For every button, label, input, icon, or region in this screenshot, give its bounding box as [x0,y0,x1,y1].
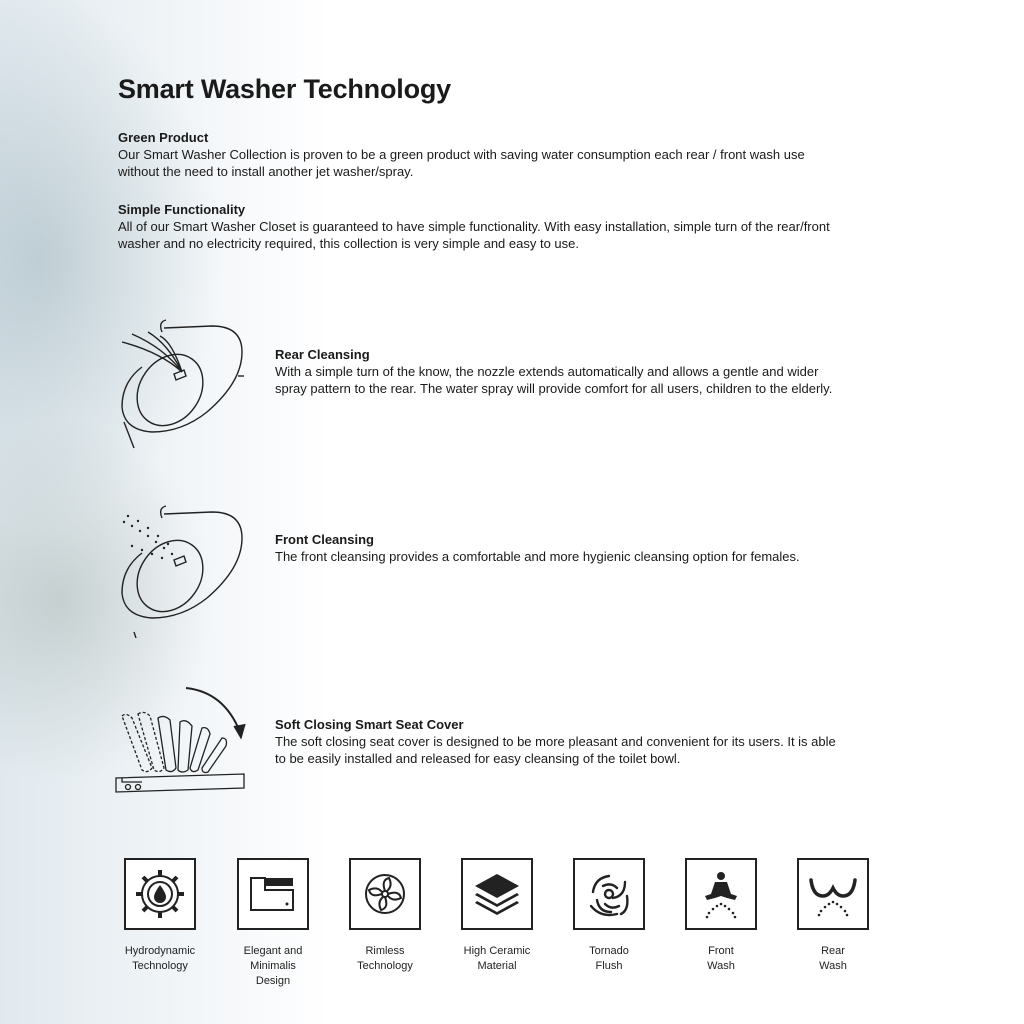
intro-body: Our Smart Washer Collection is proven to be a green product with saving water consumption each rear / front wash use without the need to install another jet washer/spray. [118,147,805,179]
gear-water-drop-icon [132,866,188,922]
icon-rimless [330,858,440,974]
feature-heading: Soft Closing Smart Seat Cover [275,717,464,732]
feature-heading: Rear Cleansing [275,347,370,362]
icon-high-ceramic [442,858,552,974]
layers-icon [469,866,525,922]
feature-soft-closing-seat [275,717,850,767]
intro-heading: Simple Functionality [118,202,246,217]
front-wash-icon [693,866,749,922]
icon-tornado-flush [554,858,664,974]
icon-label: Hydrodynamic Technology [124,945,196,972]
feature-heading: Front Cleansing [275,532,374,547]
icon-label: Elegant and Minimalis Design [243,945,303,987]
feature-body: With a simple turn of the know, the nozzle extends automatically and allows a gentle and wider spray pattern to the rear. The water spray will provide comfort for all users, children to the elderly. [275,364,833,396]
intro-simple-functionality [118,202,848,252]
toilet-profile-icon [245,866,301,922]
icon-label: Rimless Technology [357,945,413,972]
feature-body: The soft closing seat cover is designed to be more pleasant and convenient for its users. It is able to be easily installed and released for easy cleansing of the toilet bowl. [275,734,836,766]
icon-label: Front Wash [707,945,735,972]
intro-body: All of our Smart Washer Closet is guaranteed to have simple functionality. With easy installation, simple turn of the rear/front washer and no electricity required, this collection is very simple and easy to use. [118,219,830,251]
feature-rear-cleansing [275,347,850,397]
page-title: Smart Washer Technology [118,74,451,104]
icon-hydrodynamic [105,858,215,974]
feature-front-cleansing [275,532,850,565]
soft-close-seat-icon [112,682,252,800]
rear-spray-toilet-icon [112,312,252,452]
intro-heading: Green Product [118,130,209,145]
feature-body: The front cleansing provides a comfortable and more hygienic cleansing option for females. [275,549,800,564]
feature-icon-row [112,858,892,1008]
icon-frame [797,858,869,930]
icon-rear-wash [778,858,888,974]
fan-swirl-icon [357,866,413,922]
icon-frame [237,858,309,930]
icon-elegant-design [218,858,328,989]
rear-wash-icon [805,866,861,922]
icon-frame [685,858,757,930]
icon-label: Rear Wash [819,945,847,972]
icon-label: High Ceramic Material [463,945,531,972]
icon-label: Tornado Flush [589,945,629,972]
icon-frame [124,858,196,930]
front-spray-toilet-icon [112,498,252,638]
intro-green-product [118,130,848,180]
tornado-icon [581,866,637,922]
icon-frame [461,858,533,930]
icon-frame [573,858,645,930]
icon-front-wash [666,858,776,974]
icon-frame [349,858,421,930]
